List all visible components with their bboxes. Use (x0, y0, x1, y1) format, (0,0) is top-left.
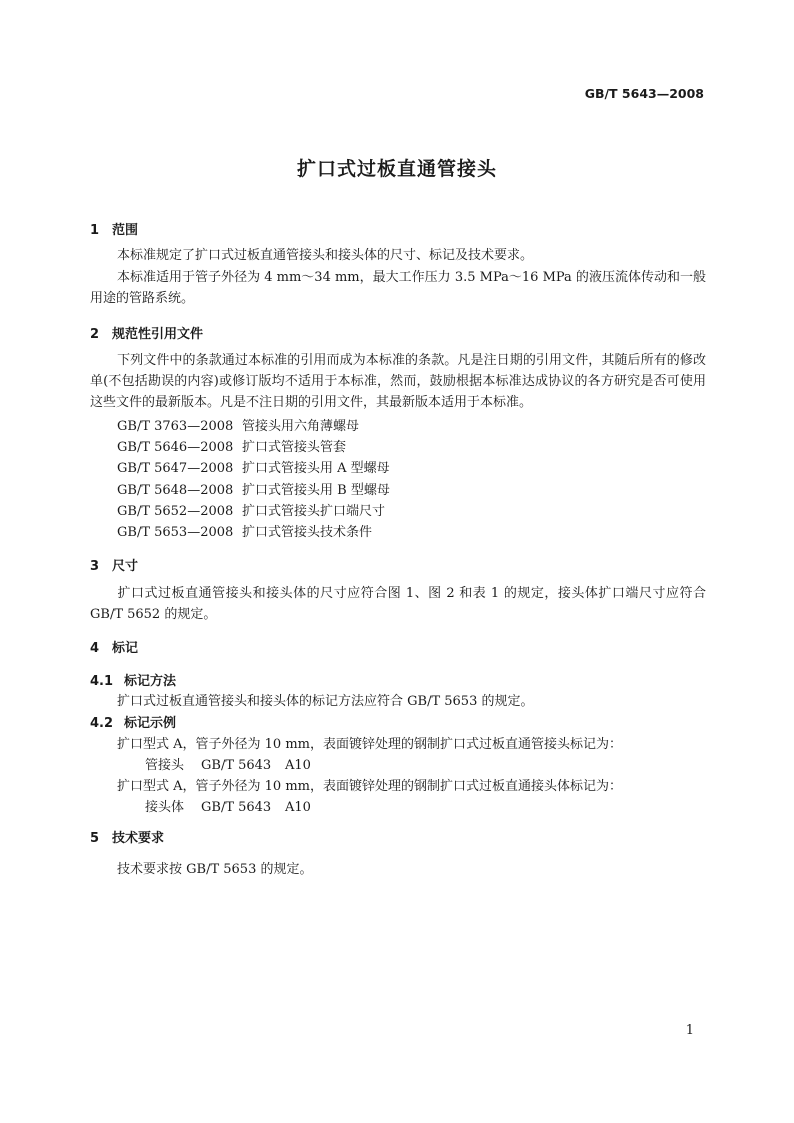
marking-standard: GB/T 5643 (201, 800, 272, 815)
section-title: 技术要求 (112, 831, 165, 846)
section-title: 标记示例 (124, 716, 177, 731)
section-title: 规范性引用文件 (112, 327, 204, 342)
example-2-text: 扩口型式 A，管子外径为 10 mm，表面镀锌处理的钢制扩口式过板直通接头体标记为： (117, 779, 622, 794)
section-2-heading (90, 323, 203, 342)
section-title: 标记方法 (124, 674, 177, 689)
reference-title: 扩口式管接头技术条件 (242, 525, 373, 540)
reference-item (117, 457, 390, 476)
reference-item (117, 479, 390, 498)
marking-code: A10 (285, 800, 311, 815)
reference-code: GB/T 5647—2008 (117, 461, 234, 476)
section-4-heading (90, 637, 138, 656)
paragraph-text: 本标准规定了扩口式过板直通管接头和接头体的尺寸、标记及技术要求。 (117, 248, 534, 263)
reference-code: GB/T 3763—2008 (117, 419, 234, 434)
section-title: 尺寸 (112, 559, 139, 574)
section-number: 2 (90, 327, 100, 342)
section-4-1-heading (90, 670, 176, 689)
example-1-text: 扩口型式 A，管子外径为 10 mm，表面镀锌处理的钢制扩口式过板直通管接头标记为： (117, 737, 622, 752)
section-4-1-paragraph: 扩口式过板直通管接头和接头体的标记方法应符合 GB/T 5653 的规定。 (117, 694, 534, 709)
reference-code: GB/T 5653—2008 (117, 525, 234, 540)
reference-code: GB/T 5648—2008 (117, 483, 234, 498)
section-1-paragraph-2 (90, 267, 706, 309)
section-number: 1 (90, 223, 100, 238)
document-title: 扩口式过板直通管接头 (296, 158, 497, 180)
reference-title: 扩口式管接头用 A 型螺母 (242, 461, 390, 476)
section-number: 3 (90, 559, 100, 574)
section-number: 4.2 (90, 716, 114, 731)
marking-name: 管接头 (145, 758, 185, 773)
section-5-paragraph: 技术要求按 GB/T 5653 的规定。 (117, 862, 313, 877)
section-3-paragraph (90, 583, 706, 625)
reference-item (117, 436, 346, 455)
reference-code: GB/T 5652—2008 (117, 504, 234, 519)
reference-title: 管接头用六角薄螺母 (242, 419, 360, 434)
section-number: 4.1 (90, 674, 114, 689)
reference-item (117, 521, 372, 540)
reference-title: 扩口式管接头用 B 型螺母 (242, 483, 390, 498)
section-4-2-heading (90, 712, 176, 731)
section-title: 标记 (112, 641, 139, 656)
example-1-marking (145, 754, 311, 773)
section-1-paragraph-1 (90, 245, 706, 266)
paragraph-text: 扩口式过板直通管接头和接头体的尺寸应符合图 1、图 2 和表 1 的规定，接头体扩口端尺寸应符合 GB/T 5652 的规定。 (90, 586, 706, 622)
reference-title: 扩口式管接头管套 (242, 440, 347, 455)
page-number: 1 (685, 1023, 694, 1038)
section-5-heading (90, 827, 164, 846)
section-2-intro (90, 350, 706, 413)
reference-item (117, 415, 359, 434)
standard-code-header: GB/T 5643—2008 (584, 86, 704, 101)
section-number: 4 (90, 641, 100, 656)
paragraph-text: 本标准适用于管子外径为 4 mm～34 mm，最大工作压力 3.5 MPa～16 MPa 的液压流体传动和一般用途的管路系统。 (90, 270, 706, 306)
marking-name: 接头体 (145, 800, 185, 815)
reference-code: GB/T 5646—2008 (117, 440, 234, 455)
marking-code: A10 (285, 758, 311, 773)
marking-standard: GB/T 5643 (201, 758, 272, 773)
section-1-heading (90, 219, 138, 238)
section-3-heading (90, 555, 138, 574)
example-2-marking (145, 796, 311, 815)
reference-item (117, 500, 385, 519)
reference-title: 扩口式管接头扩口端尺寸 (242, 504, 386, 519)
paragraph-text: 下列文件中的条款通过本标准的引用而成为本标准的条款。凡是注日期的引用文件，其随后所有的修改单(不包括勘误的内容)或修订版均不适用于本标准，然而，鼓励根据本标准达成协议的各方研究是否可使用这些文件的最新版本。凡是不注日期的引用文件，其最新版本适用于本标准。 (90, 353, 706, 410)
section-title: 范围 (112, 223, 139, 238)
section-number: 5 (90, 831, 100, 846)
